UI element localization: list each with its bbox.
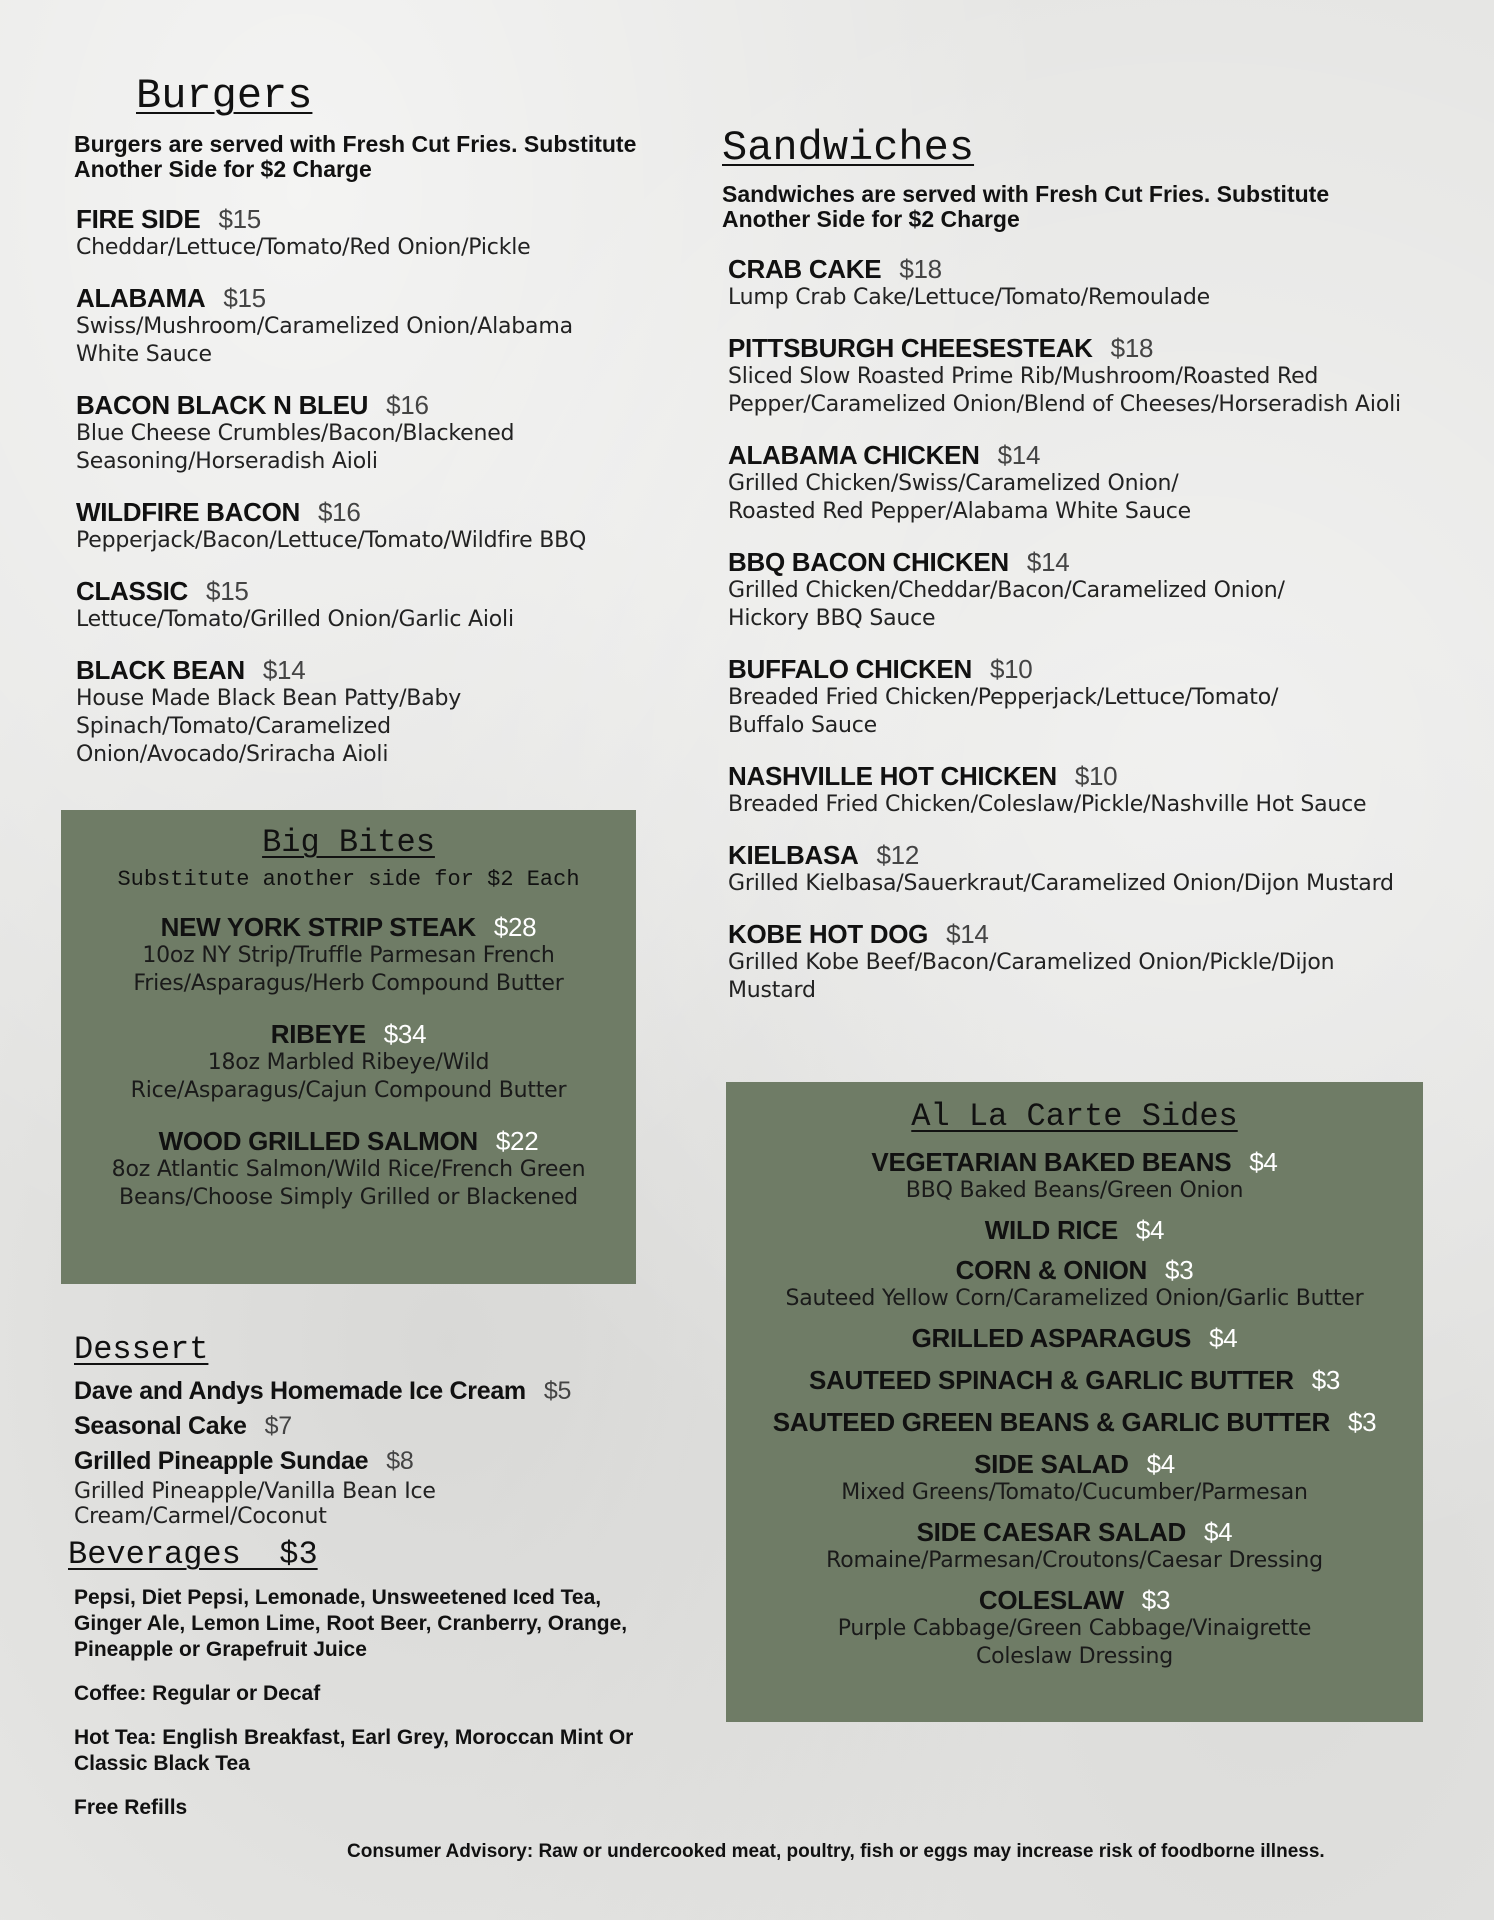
menu-item (728, 761, 1442, 819)
menu-item (728, 254, 1442, 312)
item-name: BACON BLACK N BLEU (76, 390, 369, 420)
item-name: PITTSBURGH CHEESESTEAK (728, 333, 1093, 363)
item-name: SIDE CAESAR SALAD (916, 1517, 1187, 1547)
item-price: $14 (1026, 547, 1070, 577)
beverages-line: Free Refills (74, 1796, 188, 1819)
item-price: $18 (899, 254, 942, 284)
menu-item (728, 919, 1442, 1005)
item-description: Grilled Kielbasa/Sauerkraut/Caramelized Onion/Dijon Mustard (728, 871, 1394, 896)
burgers-section (74, 70, 674, 790)
item-description: Lump Crab Cake/Lettuce/Tomato/Remoulade (728, 285, 1210, 310)
item-description: Breaded Fried Chicken/Pepperjack/Lettuce/Tomato/ Buffalo Sauce (728, 685, 1279, 738)
item-price: $12 (876, 840, 919, 870)
item-price: $3 (1347, 1407, 1377, 1437)
menu-item (61, 1126, 636, 1212)
menu-item (726, 1365, 1423, 1395)
item-description: Grilled Chicken/Swiss/Caramelized Onion/ Roasted Red Pepper/Alabama White Sauce (728, 471, 1191, 524)
menu-item (61, 1019, 636, 1105)
item-price: $14 (997, 440, 1041, 470)
item-price: $8 (386, 1447, 414, 1475)
item-description: BBQ Baked Beans/Green Onion (905, 1178, 1244, 1203)
item-price: $18 (1110, 333, 1154, 363)
item-name: BUFFALO CHICKEN (728, 654, 972, 684)
menu-item (728, 547, 1442, 633)
menu-item (726, 1517, 1423, 1575)
sides-box (726, 1082, 1423, 1722)
item-name: SAUTEED GREEN BEANS & GARLIC BUTTER (772, 1407, 1330, 1437)
item-name: CRAB CAKE (728, 254, 882, 284)
menu-item (74, 1444, 674, 1479)
item-price: $4 (1249, 1147, 1278, 1177)
item-description: 10oz NY Strip/Truffle Parmesan French Fries/Asparagus/Herb Compound Butter (133, 943, 564, 996)
item-name: Dave and Andys Homemade Ice Cream (74, 1377, 526, 1405)
menu-item (76, 497, 674, 555)
item-description: Cheddar/Lettuce/Tomato/Red Onion/Pickle (76, 235, 531, 260)
item-name: CORN & ONION (955, 1255, 1148, 1285)
big-bites-box (61, 810, 636, 1284)
item-price: $14 (262, 655, 306, 685)
item-price: $4 (1146, 1449, 1175, 1479)
item-description: Romaine/Parmesan/Croutons/Caesar Dressing (826, 1548, 1323, 1573)
sandwiches-list (728, 254, 1442, 1005)
item-price: $22 (495, 1126, 539, 1156)
item-description: 18oz Marbled Ribeye/Wild Rice/Asparagus/Cajun Compound Butter (130, 1050, 567, 1103)
item-name: SIDE SALAD (974, 1449, 1129, 1479)
burgers-list (76, 204, 674, 769)
item-name: Grilled Pineapple Sundae (74, 1447, 369, 1475)
menu-item (76, 283, 616, 369)
item-name: NASHVILLE HOT CHICKEN (728, 761, 1057, 791)
item-price: $34 (383, 1019, 427, 1049)
item-name: BBQ BACON CHICKEN (728, 547, 1009, 577)
item-price: $4 (1204, 1517, 1233, 1547)
menu-item (726, 1255, 1423, 1313)
menu-item (74, 1374, 674, 1409)
menu-item (76, 576, 674, 634)
item-name: VEGETARIAN BAKED BEANS (871, 1147, 1232, 1177)
item-price: $10 (989, 654, 1033, 684)
menu-item (728, 333, 1442, 419)
dessert-section (74, 1330, 674, 1529)
item-price: $3 (1311, 1365, 1341, 1395)
beverages-section (68, 1535, 648, 1821)
sandwiches-title: Sandwiches (722, 124, 975, 172)
item-name: KOBE HOT DOG (728, 919, 929, 949)
item-description: Breaded Fried Chicken/Coleslaw/Pickle/Nashville Hot Sauce (728, 792, 1367, 817)
item-description: 8oz Atlantic Salmon/Wild Rice/French Green Beans/Choose Simply Grilled or Blackened (111, 1157, 586, 1210)
menu-item (726, 1407, 1423, 1437)
item-price: $4 (1209, 1323, 1238, 1353)
menu-item (726, 1215, 1423, 1245)
item-description: Pepperjack/Bacon/Lettuce/Tomato/Wildfire BBQ (76, 528, 587, 553)
dessert-title: Dessert (74, 1331, 209, 1368)
item-name: WOOD GRILLED SALMON (158, 1126, 478, 1156)
menu-item (728, 440, 1442, 526)
item-description: Grilled Pineapple/Vanilla Bean Ice Cream/Carmel/Coconut (74, 1479, 436, 1529)
beverages-title: Beverages $3 (68, 1536, 318, 1573)
item-price: $5 (543, 1377, 572, 1405)
item-name: BLACK BEAN (76, 655, 245, 685)
item-price: $10 (1074, 761, 1118, 791)
beverages-line: Pepsi, Diet Pepsi, Lemonade, Unsweetened Iced Tea, Ginger Ale, Lemon Lime, Root Beer, Cranberry, Orange, Pineapple or Grapefruit Juice (74, 1586, 628, 1661)
item-price: $15 (218, 204, 261, 234)
menu-item (726, 1147, 1423, 1205)
item-name: COLESLAW (978, 1585, 1124, 1615)
item-name: NEW YORK STRIP STEAK (160, 912, 476, 942)
item-price: $14 (946, 919, 989, 949)
menu-item (726, 1585, 1423, 1671)
big-bites-subtitle: Substitute another side for $2 Each (117, 867, 580, 892)
menu-item (76, 204, 674, 262)
item-name: SAUTEED SPINACH & GARLIC BUTTER (808, 1365, 1294, 1395)
item-description: Mixed Greens/Tomato/Cucumber/Parmesan (841, 1480, 1308, 1505)
menu-item (74, 1409, 674, 1444)
item-price: $3 (1141, 1585, 1171, 1615)
item-price: $7 (264, 1412, 292, 1440)
item-description: Purple Cabbage/Green Cabbage/Vinaigrette Coleslaw Dressing (837, 1616, 1312, 1669)
beverages-line: Hot Tea: English Breakfast, Earl Grey, Moroccan Mint Or Classic Black Tea (74, 1726, 634, 1775)
item-description: House Made Black Bean Patty/Baby Spinach/Tomato/Caramelized Onion/Avocado/Sriracha Aioli (76, 686, 462, 767)
item-description: Blue Cheese Crumbles/Bacon/Blackened Seasoning/Horseradish Aioli (76, 421, 515, 474)
item-price: $16 (318, 497, 361, 527)
item-name: ALABAMA (76, 283, 206, 313)
item-name: WILDFIRE BACON (76, 497, 300, 527)
sides-title: Al La Carte Sides (911, 1098, 1238, 1135)
item-name: Seasonal Cake (74, 1412, 247, 1440)
menu-item (726, 1449, 1423, 1507)
item-price: $4 (1135, 1215, 1165, 1245)
item-description: Sauteed Yellow Corn/Caramelized Onion/Garlic Butter (785, 1286, 1364, 1311)
menu-item (76, 655, 674, 769)
item-name: WILD RICE (984, 1215, 1118, 1245)
item-name: ALABAMA CHICKEN (728, 440, 980, 470)
menu-item (76, 390, 674, 476)
item-description: Grilled Kobe Beef/Bacon/Caramelized Onion/Pickle/Dijon Mustard (728, 950, 1335, 1003)
item-name: GRILLED ASPARAGUS (911, 1323, 1192, 1353)
menu-item (61, 912, 636, 998)
beverages-line: Coffee: Regular or Decaf (74, 1682, 321, 1705)
item-price: $16 (386, 390, 429, 420)
burgers-title: Burgers (136, 72, 313, 120)
big-bites-title: Big Bites (262, 824, 435, 861)
item-name: FIRE SIDE (76, 204, 201, 234)
burgers-intro: Burgers are served with Fresh Cut Fries. Substitute Another Side for $2 Charge (74, 131, 637, 182)
item-description: Lettuce/Tomato/Grilled Onion/Garlic Aioli (76, 607, 514, 632)
sandwiches-intro: Sandwiches are served with Fresh Cut Fries. Substitute Another Side for $2 Charge (722, 181, 1330, 232)
item-name: KIELBASA (728, 840, 859, 870)
item-name: RIBEYE (270, 1019, 366, 1049)
item-description: Sliced Slow Roasted Prime Rib/Mushroom/Roasted Red Pepper/Caramelized Onion/Blend of Cheeses/Horseradish Aioli (728, 364, 1401, 417)
sandwiches-section (722, 122, 1442, 1026)
item-price: $15 (223, 283, 266, 313)
item-price: $3 (1165, 1255, 1194, 1285)
menu-item (728, 840, 1442, 898)
item-description: Grilled Chicken/Cheddar/Bacon/Caramelized Onion/ Hickory BBQ Sauce (728, 578, 1285, 631)
menu-item (726, 1323, 1423, 1353)
item-price: $15 (206, 576, 249, 606)
item-description: Swiss/Mushroom/Caramelized Onion/Alabama White Sauce (76, 314, 573, 367)
menu-item (728, 654, 1442, 740)
consumer-advisory: Consumer Advisory: Raw or undercooked meat, poultry, fish or eggs may increase risk of foodborne illness. (347, 1841, 1325, 1862)
item-name: CLASSIC (76, 576, 189, 606)
item-price: $28 (493, 912, 537, 942)
